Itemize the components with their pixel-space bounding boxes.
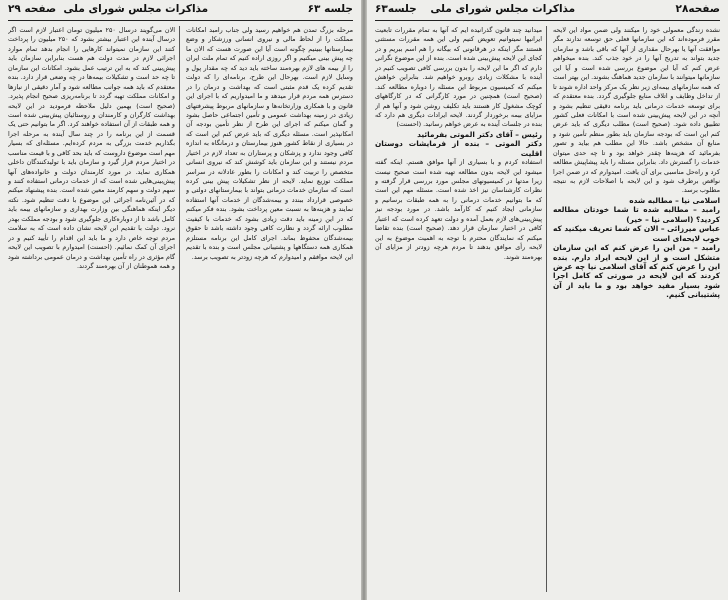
speaker-line: عباس میرزائی – الان که شما تعریف میکنید که خوب لایحه‌ای است bbox=[553, 224, 720, 243]
right-page-header bbox=[375, 3, 720, 19]
left-page-session-label: جلسه ۶۳ bbox=[307, 3, 353, 15]
right-page-column-right bbox=[553, 26, 720, 594]
right-page-column-left-text: میدانید چند قانون گذرانیده ایم که آنها به تمام مقررات تابعیت ایرانیها نمیتوانیم تعویض کنیم ولی این همه مقررات مستثنی هستند مگر اینکه در هرقانونی که بیگانه را هم اسم ببریم و در کجای این لایحه پیش‌بینی شده است. بنده از این موضوع نگرانی دارم که اگر ما این لایحه را بدون بررسی کافی تصویب کنیم در آینده با مشکلات زیادی روبرو خواهیم شد. بنابراین خواهش میکنم که کمیسیون مربوط این مسئله را دوباره مطالعه کند. (صحیح است) همچنین در مورد کارگرانی که در کارگاههای کوچک مشغول کار هستند باید تکلیف روشن شود و آنها هم از مزایای بیمه برخوردار گردند. لایحه ایرادات دیگری هم دارد که بنده در جلسات آینده به عرض خواهم رسانید. (احسنت) رئیس – آقای دکتر الموتی بفرمائید دکتر الموتی – بنده از فرمایشات دوستان اقلیت استفاده کردم و با بسیاری از آنها موافق هستم. اینکه گفته میشود این لایحه بدون مطالعه تهیه شده است صحیح نیست زیرا مدتها در کمیسیونهای مجلس مورد بررسی قرار گرفته و نظرات کارشناسان نیز اخذ شده است. مسئله مهم این است که ما بتوانیم خدمات درمانی را به همه طبقات برسانیم و سازمانی ایجاد کنیم که کارآمد باشد. در مورد بودجه نیز پیش‌بینی‌های لازم بعمل آمده و دولت تعهد کرده است که اعتبار کافی در اختیار سازمان قرار دهد. (صحیح است) بنده تقاضا میکنم که نمایندگان محترم با توجه به اهمیت موضوع به این لایحه رأی موافق بدهند تا مردم هرچه زودتر از مزایای آن بهره‌مند شوند. bbox=[375, 26, 542, 261]
left-page-header-rule bbox=[8, 20, 353, 21]
speaker-line: اسلامی نیا – مطالبه شده bbox=[629, 195, 720, 205]
speaker-line: دکتر الموتی – بنده از فرمایشات دوستان اقلیت bbox=[375, 139, 542, 158]
right-page-column-left bbox=[375, 26, 542, 594]
right-page-center-title: مذاکرات مجلس شورای ملی bbox=[430, 3, 576, 15]
left-page-center-title: مذاکرات مجلس شورای ملی bbox=[63, 3, 209, 15]
right-page-header-rule bbox=[375, 20, 720, 21]
right-page bbox=[367, 0, 728, 600]
speaker-line: رامبد – مطالبه شده تا شما خودتان مطالعه کردید؟ (اسلامی نیا – خیر) bbox=[553, 205, 720, 224]
left-page bbox=[0, 0, 361, 600]
left-page-page-label: صفحه ۲۹ bbox=[8, 3, 57, 15]
right-page-column-divider bbox=[546, 26, 547, 592]
right-page-session-label: جلسه۶۳ bbox=[375, 3, 417, 15]
left-page-column-right bbox=[186, 26, 353, 594]
right-page-column-right-text: نشده زندگی معمولی خود را میکنند ولی ضمن مواد این لایحه مقرر فرموده‌اند که این سازمانها فعلی حق توسعه ندارند مگر موافقت آنها یا بهرحال مقداری از آنها که باقی باشد و سازمان جدید بتواند به تدریج آنها را در خود جذب کند. بنده میخواهم عرض کنم که آیا این موضوع بررسی شده است و آیا این سازمانها میتوانند با سازمان جدید هماهنگ بشوند. این بهتر است که همه سازمانهای بیمه‌ای زیر نظر یک مرکز واحد اداره شوند تا از تداخل وظایف و اتلاف منابع جلوگیری گردد. بنده معتقدم که برای توسعه خدمات درمانی باید برنامه دقیقی تنظیم بشود و آنچه در این لایحه پیش‌بینی شده است با امکانات فعلی کشور تطبیق داده شود. (صحیح است) مطلب دیگری که باید عرض کنم این است که بودجه سازمان باید بطور منظم تأمین شود و منابع آن مشخص باشد. حالا این مطلب هم بیاید و تصور بفرمائید که هزینه‌ها چقدر خواهد بود و تا چه حدی میتوان خدمات را گسترش داد. بنابراین مسئله را باید پیشاپیش مطالعه کرد و راه‌حل مناسبی برای آن یافت. امیدوارم که در ضمن اجرا نواقص برطرف شود و این لایحه با اصلاحات لازم به نتیجه مطلوب برسد. اسلامی نیا – مطالبه شده رامبد – مطالبه شده تا شما خودتان مطالعه کردید؟ (اسلامی نیا – خیر) عباس میرزائی – الان که شما تعریف میکنید که خوب لایحه‌ای است رامبد – من این را عرض کنم که این سازمان متشکل است و از این لایحه ایراد دارم. بنده این را عرض کنم که آقای اسلامی نیا چه عرض کردند که این لایحه در صورتی که کامل اجرا شود بسیار مفید خواهد بود و ما باید از آن پشتیبانی کنیم. bbox=[553, 26, 720, 300]
left-page-header bbox=[8, 3, 353, 19]
left-page-column-right-text: مرحله بزرگ تمدن هم خواهیم رسید ولی جناب رامبد امکانات مملکت را از لحاظ مالی و نیروی انسانی ورزشکار و وضع بیمارستانها ببینیم چگونه است آیا این صورت هست که الان ما چه پیش بینی میکنیم و اگر روزی اراده کنیم که تمام ملت ایران را از بیمه های لازم بهره‌مند ساخته باید دید که چه مقدار پول و وسایل لازم است. بهرحال این طرح، برنامه‌ای را که دولت تقدیم کرده یک قدم مثبتی است که بهداشت و درمان را در دسترس همه مردم قرار میدهد و ما امیدواریم که با اجرای این قانون و با همکاری وزارتخانه‌ها و سازمانهای مربوط پیشرفتهای زیادی در زمینه بهداشت عمومی و تأمین اجتماعی حاصل بشود و گمان میکنم که اجرای این طرح از نظر تأمین بودجه آن امکانپذیر است. مسئله دیگری که باید عرض کنم این است که در بسیاری از نقاط کشور هنوز بیمارستان و درمانگاه به اندازه کافی وجود ندارد و پزشکان و پرستاران به تعداد لازم در اختیار مردم نیستند و این سازمان باید کوشش کند که نیروی انسانی متخصص را تربیت کند و امکانات را بطور عادلانه در سراسر مملکت توزیع نماید. لایحه از نظر تشکیلات پیش بینی کرده است که سازمان خدمات درمانی بتواند با بیمارستانهای دولتی و خصوصی قرارداد ببندد و بیمه‌شدگان از خدمات آنها استفاده نمایند و هزینه‌ها به نسبت معین پرداخت بشود. بنده فکر میکنم که در این زمینه باید دقت زیادی بشود که خدمات با کیفیت مطلوب ارائه گردد و نظارت کافی وجود داشته باشد تا حقوق بیمه‌شدگان محفوظ بماند. اجرای کامل این برنامه مستلزم همکاری همه دستگاهها و پشتیبانی مجلس است و بنده با تقدیم این لایحه موافقم و امیدوارم که هرچه زودتر به تصویب برسد. bbox=[186, 26, 353, 261]
speaker-line: رامبد – من این را عرض کنم که این سازمان متشکل است و از این لایحه ایراد دارم. بنده این را عرض کنم که آقای اسلامی نیا چه عرض کردند که این لایحه در صورتی که کامل اجرا شود بسیار مفید خواهد بود و ما باید از آن پشتیبانی کنیم. bbox=[553, 243, 720, 300]
speaker-line: رئیس – آقای دکتر الموتی بفرمائید bbox=[417, 129, 542, 139]
left-page-column-left-text: الان می‌گویند درسال ۲۵۰ میلیون تومان اعتبار لازم است اگر درسال آینده این اعتبار بیشتر بشود که ۲۵۰ میلیون را پرداخت کنند این سازمان نمیتواند کارهایی را انجام بدهد تمام موارد اجرائی لازم در مدت دولت هم هست بنابراین سازمان باید پیش‌بینی کند که به این ترتیب عمل بشود. امکانات این سازمان تا چه حد است و تشکیلات بیمه‌ها در چه وضعی قرار دارد. بنده معتقدم که باید همه جوانب مطالعه شود و آمار دقیقی از نیازها و امکانات مملکت تهیه گردد تا برنامه‌ریزی صحیح انجام پذیرد. (صحیح است) بهمین دلیل ملاحظه فرمودید در این لایحه بهداشت کارگران و کارمندان و روستائیان پیش‌بینی شده است و همه طبقات از آن استفاده خواهند کرد. اگر ما بتوانیم حتی یک قسمت از این برنامه را در چند سال آینده به مرحله اجرا بگذاریم خدمت بزرگی به مردم کرده‌ایم. مسئله‌ای که بسیار مهم است موضوع داروست که باید بحد کافی و با قیمت مناسب در اختیار مردم قرار گیرد و سازمان باید با تولیدکنندگان داخلی همکاری نماید. در مورد کارمندان دولت و خانواده‌های آنها پیش‌بینی‌هایی شده است که از خدمات درمانی استفاده کنند و سهم دولت و سهم کارمند معین شده است. بنده پیشنهاد میکنم که در آئین‌نامه اجرائی این موضوع با دقت تنظیم شود. نکته دیگر اینکه هماهنگی بین وزارت بهداری و سازمانهای بیمه باید کامل باشد تا از دوباره‌کاری جلوگیری شود و بودجه مملکت بهدر نرود. دولت با تقدیم این لایحه نشان داده است که به سلامت مردم توجه خاص دارد و ما باید این اقدام را تأیید کنیم و در اجرای آن کمک نمائیم. (احسنت) امیدوارم با تصویب این لایحه گام مؤثری در راه تأمین بهداشت و درمان عمومی برداشته شود و همه هموطنان از آن بهره‌مند گردند. bbox=[8, 26, 175, 270]
left-page-column-left bbox=[8, 26, 175, 594]
right-page-page-label: صفحه۲۸ bbox=[675, 3, 720, 15]
left-page-column-divider bbox=[179, 26, 180, 592]
